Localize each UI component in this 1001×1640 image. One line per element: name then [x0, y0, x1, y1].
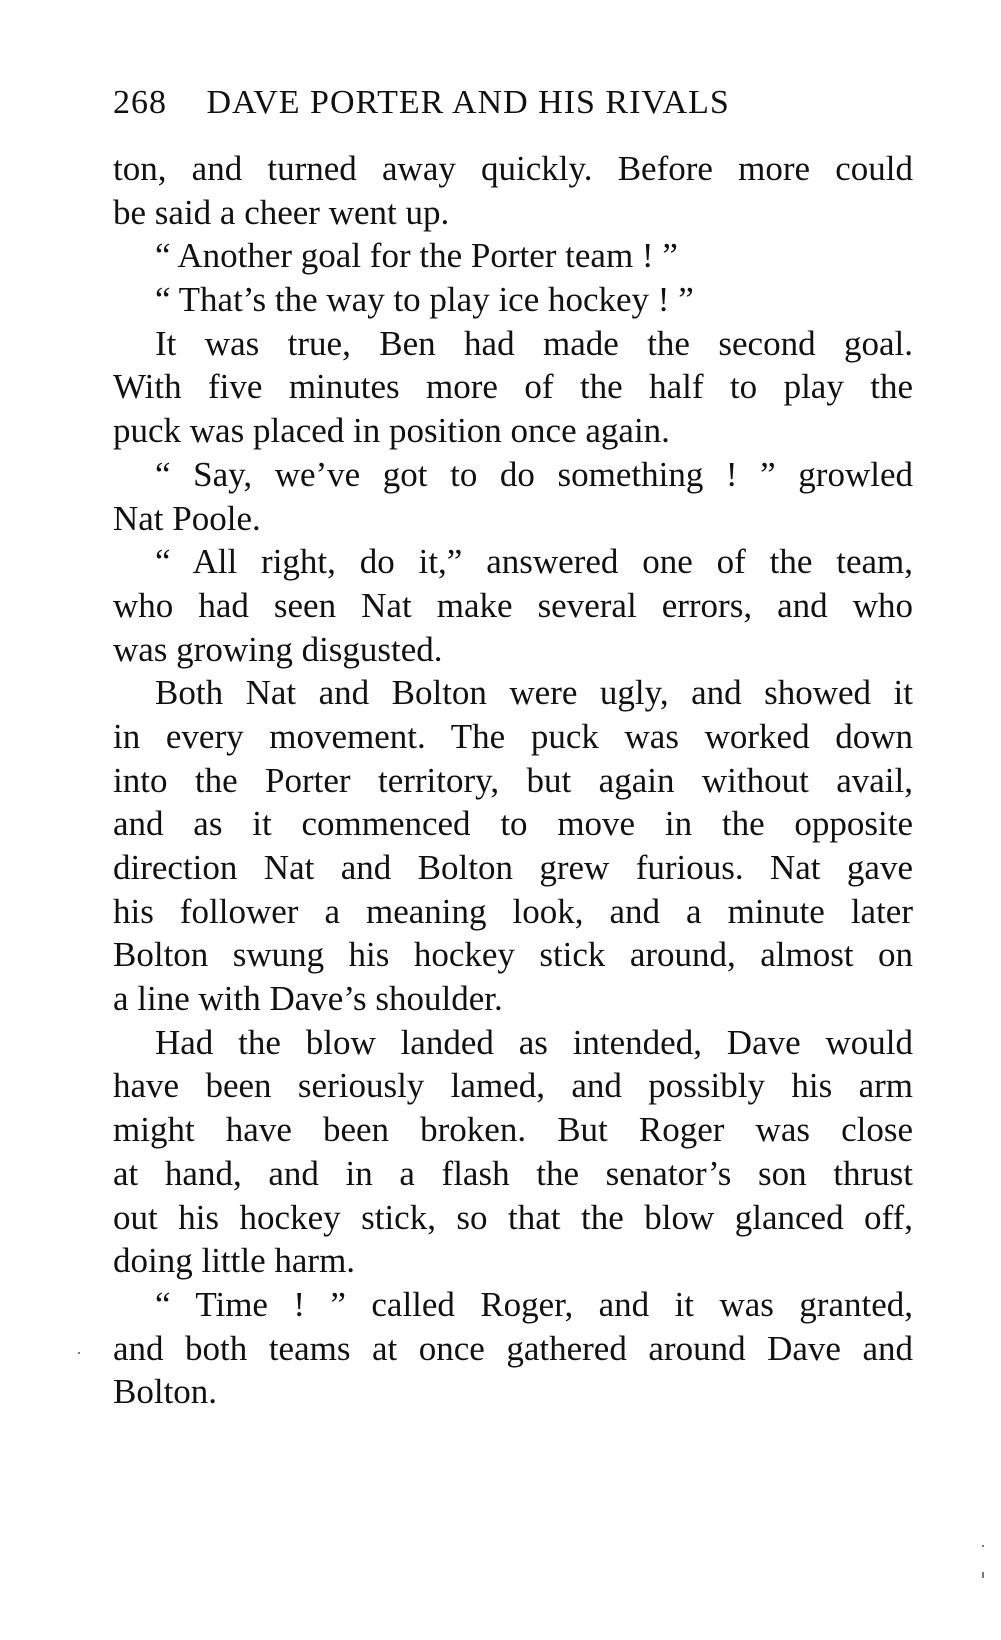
- text-line: Had the blow landed as intended, Dave would: [155, 1022, 913, 1062]
- text-line: Bolton.: [113, 1372, 218, 1412]
- text-line: direction Nat and Bolton grew furious. Nat gave: [113, 848, 913, 887]
- text-line: in every movement. The puck was worked down: [113, 716, 913, 756]
- text-line: “ Time ! ” called Roger, and it was granted,: [155, 1284, 913, 1324]
- page-number: 268: [113, 84, 167, 121]
- text-line: “ Another goal for the Porter team ! ”: [155, 236, 678, 276]
- text-line: “ That’s the way to play ice hockey ! ”: [155, 280, 694, 320]
- text-line: out his hockey stick, so that the blow glanced off,: [113, 1197, 913, 1237]
- text-line: at hand, and in a flash the senator’s son thrust: [113, 1153, 913, 1193]
- text-line: It was true, Ben had made the second goal.: [155, 323, 913, 363]
- text-line: have been seriously lamed, and possibly his arm: [113, 1066, 913, 1106]
- text-line: might have been broken. But Roger was close: [113, 1110, 913, 1150]
- text-line: “ Say, we’ve got to do something ! ” growled: [155, 454, 913, 494]
- text-line: Nat Poole.: [113, 498, 261, 538]
- body-text: [113, 147, 913, 1414]
- text-line: and both teams at once gathered around Dave and: [113, 1328, 913, 1368]
- text-line: doing little harm.: [113, 1241, 356, 1281]
- text-line: puck was placed in position once again.: [113, 411, 670, 451]
- text-line: “ All right, do it,” answered one of the team,: [155, 542, 913, 582]
- text-line: a line with Dave’s shoulder.: [113, 979, 503, 1019]
- running-head: [113, 84, 913, 132]
- text-line: who had seen Nat make several errors, and who: [113, 585, 913, 625]
- text-line: ton, and turned away quickly. Before more could: [113, 149, 913, 188]
- text-line: was growing disgusted.: [113, 629, 443, 669]
- running-title: DAVE PORTER AND HIS RIVALS: [206, 84, 730, 121]
- text-line: Bolton swung his hockey stick around, almost on: [113, 935, 913, 975]
- text-line: into the Porter territory, but again without avail,: [113, 760, 913, 800]
- text-line: With five minutes more of the half to play the: [113, 367, 913, 407]
- text-line: be said a cheer went up.: [113, 192, 450, 232]
- text-line: and as it commenced to move in the opposite: [113, 804, 913, 844]
- text-line: Both Nat and Bolton were ugly, and showed it: [155, 673, 913, 713]
- scan-speck: [982, 1545, 984, 1547]
- scan-speck: [78, 1352, 80, 1354]
- scan-speck: [982, 1572, 984, 1578]
- text-line: his follower a meaning look, and a minute later: [113, 891, 913, 931]
